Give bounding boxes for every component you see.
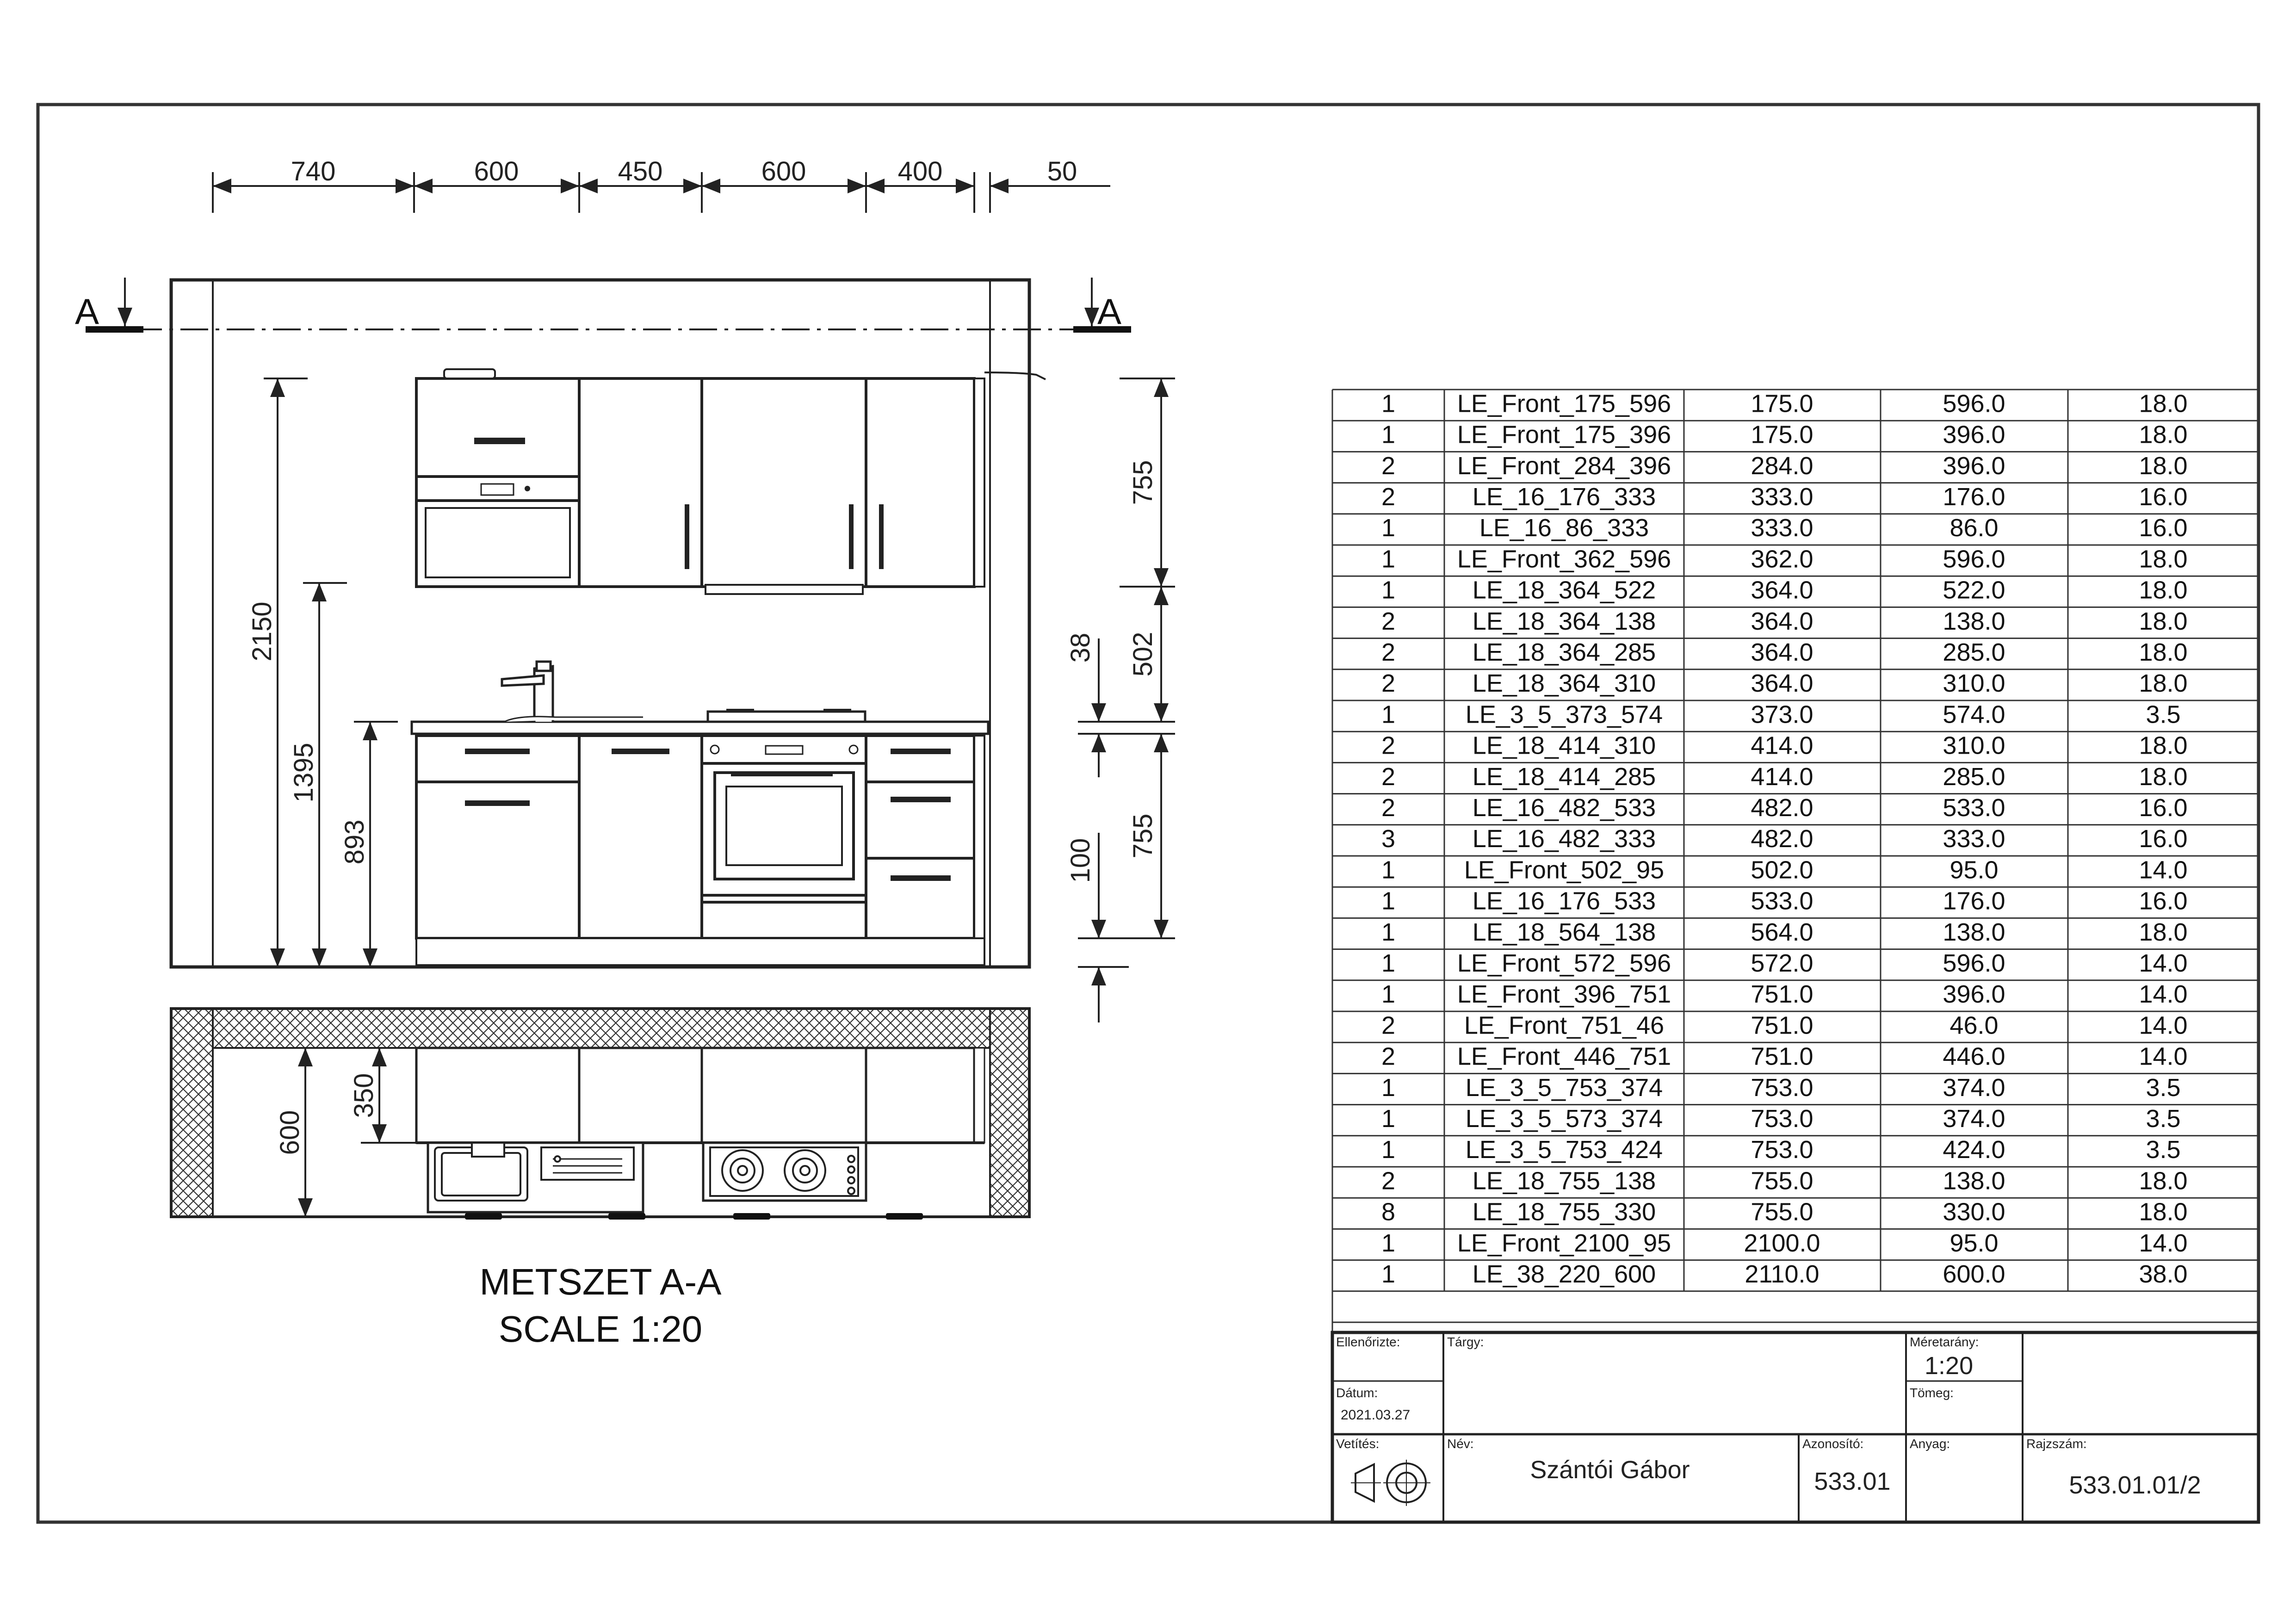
drawing-no-value: 533.01.01/2 bbox=[2069, 1471, 2201, 1499]
table-cell: LE_Front_175_396 bbox=[1457, 421, 1671, 449]
table-cell: 1 bbox=[1381, 545, 1396, 573]
table-cell: 1 bbox=[1381, 1136, 1396, 1164]
table-cell: 574.0 bbox=[1943, 700, 2005, 729]
table-cell: 364.0 bbox=[1751, 638, 1813, 666]
table-cell: 396.0 bbox=[1943, 421, 2005, 449]
table-cell: LE_16_482_533 bbox=[1472, 793, 1656, 822]
table-cell: 285.0 bbox=[1943, 762, 2005, 791]
date-value: 2021.03.27 bbox=[1341, 1407, 1411, 1423]
table-cell: 2 bbox=[1381, 762, 1396, 791]
table-cell: 175.0 bbox=[1751, 421, 1813, 449]
table-cell: LE_18_364_285 bbox=[1472, 638, 1656, 666]
table-cell: 1 bbox=[1381, 576, 1396, 604]
table-cell: 364.0 bbox=[1751, 576, 1813, 604]
dim-left-1395: 1395 bbox=[289, 743, 319, 803]
table-cell: 2 bbox=[1381, 1042, 1396, 1071]
table-cell: 362.0 bbox=[1751, 545, 1813, 573]
table-cell: 333.0 bbox=[1943, 825, 2005, 853]
table-cell: 2 bbox=[1381, 731, 1396, 760]
table-cell: 3.5 bbox=[2146, 1136, 2181, 1164]
table-cell: LE_Front_175_596 bbox=[1457, 390, 1671, 418]
table-cell: 16.0 bbox=[2139, 793, 2188, 822]
dim-left-2150: 2150 bbox=[247, 601, 277, 662]
table-cell: 414.0 bbox=[1751, 762, 1813, 791]
scale-value: 1:20 bbox=[1925, 1352, 1974, 1380]
table-cell: 16.0 bbox=[2139, 514, 2188, 542]
table-cell: 751.0 bbox=[1751, 1011, 1813, 1040]
dim-right-100: 100 bbox=[1065, 838, 1095, 883]
table-cell: 14.0 bbox=[2139, 949, 2188, 977]
table-cell: 1 bbox=[1381, 514, 1396, 542]
upper-cabinets bbox=[416, 369, 984, 594]
table-cell: 310.0 bbox=[1943, 731, 2005, 760]
table-cell: 572.0 bbox=[1751, 949, 1813, 977]
table-cell: LE_Front_284_396 bbox=[1457, 452, 1671, 480]
projection-label: Vetítés: bbox=[1336, 1437, 1380, 1451]
table-cell: 1 bbox=[1381, 1073, 1396, 1102]
date-label: Dátum: bbox=[1336, 1386, 1378, 1400]
table-cell: 175.0 bbox=[1751, 390, 1813, 418]
dim-plan-600: 600 bbox=[275, 1110, 305, 1155]
dim-plan-350: 350 bbox=[349, 1073, 379, 1118]
table-cell: 533.0 bbox=[1943, 793, 2005, 822]
table-cell: LE_Front_362_596 bbox=[1457, 545, 1671, 573]
table-cell: 8 bbox=[1381, 1198, 1396, 1226]
table-cell: 14.0 bbox=[2139, 1229, 2188, 1257]
table-cell: LE_18_364_310 bbox=[1472, 669, 1656, 698]
table-cell: 310.0 bbox=[1943, 669, 2005, 698]
table-cell: 18.0 bbox=[2139, 1198, 2188, 1226]
table-cell: LE_Front_446_751 bbox=[1457, 1042, 1671, 1071]
table-cell: 285.0 bbox=[1943, 638, 2005, 666]
id-value: 533.01 bbox=[1814, 1468, 1891, 1495]
table-cell: 18.0 bbox=[2139, 918, 2188, 946]
table-cell: LE_Front_572_596 bbox=[1457, 949, 1671, 977]
table-cell: 176.0 bbox=[1943, 887, 2005, 915]
table-cell: 414.0 bbox=[1751, 731, 1813, 760]
table-cell: LE_Front_2100_95 bbox=[1457, 1229, 1671, 1257]
name-label: Név: bbox=[1447, 1437, 1474, 1451]
section-marker-left: A bbox=[75, 291, 99, 332]
table-cell: LE_18_364_522 bbox=[1472, 576, 1656, 604]
table-cell: LE_16_176_533 bbox=[1472, 887, 1656, 915]
table-cell: 1 bbox=[1381, 856, 1396, 884]
table-cell: 14.0 bbox=[2139, 856, 2188, 884]
table-cell: 751.0 bbox=[1751, 1042, 1813, 1071]
table-cell: 2 bbox=[1381, 607, 1396, 635]
table-cell: 424.0 bbox=[1943, 1136, 2005, 1164]
table-cell: 95.0 bbox=[1949, 1229, 1999, 1257]
table-cell: 16.0 bbox=[2139, 825, 2188, 853]
checked-label: Ellenőrizte: bbox=[1336, 1335, 1400, 1349]
table-cell: 753.0 bbox=[1751, 1073, 1813, 1102]
table-cell: 1 bbox=[1381, 1229, 1396, 1257]
left-dimensions bbox=[264, 378, 398, 967]
table-cell: 16.0 bbox=[2139, 483, 2188, 511]
section-marker-right: A bbox=[1097, 291, 1122, 332]
table-cell: 1 bbox=[1381, 421, 1396, 449]
table-cell: 374.0 bbox=[1943, 1073, 2005, 1102]
parts-table bbox=[1332, 390, 2259, 1332]
table-cell: 396.0 bbox=[1943, 980, 2005, 1009]
material-label: Anyag: bbox=[1910, 1437, 1950, 1451]
dim-right-755-upper: 755 bbox=[1128, 460, 1158, 505]
dim-right-502: 502 bbox=[1128, 632, 1158, 677]
table-cell: LE_18_364_138 bbox=[1472, 607, 1656, 635]
dim-left-893: 893 bbox=[340, 819, 370, 865]
table-cell: LE_3_5_373_574 bbox=[1465, 700, 1663, 729]
table-cell: 482.0 bbox=[1751, 825, 1813, 853]
table-cell: 364.0 bbox=[1751, 607, 1813, 635]
table-cell: 364.0 bbox=[1751, 669, 1813, 698]
table-cell: LE_Front_502_95 bbox=[1464, 856, 1665, 884]
table-cell: 2 bbox=[1381, 669, 1396, 698]
table-cell: 333.0 bbox=[1751, 483, 1813, 511]
table-cell: 1 bbox=[1381, 1104, 1396, 1133]
subject-label: Tárgy: bbox=[1447, 1335, 1484, 1349]
table-cell: LE_3_5_573_374 bbox=[1465, 1104, 1663, 1133]
table-cell: 502.0 bbox=[1751, 856, 1813, 884]
table-cell: 596.0 bbox=[1943, 545, 2005, 573]
table-cell: 18.0 bbox=[2139, 421, 2188, 449]
table-cell: 18.0 bbox=[2139, 452, 2188, 480]
table-cell: 1 bbox=[1381, 390, 1396, 418]
table-cell: 1 bbox=[1381, 949, 1396, 977]
right-dimensions bbox=[1078, 378, 1175, 1022]
dim-right-755-lower: 755 bbox=[1128, 813, 1158, 859]
table-cell: 284.0 bbox=[1751, 452, 1813, 480]
table-cell: 446.0 bbox=[1943, 1042, 2005, 1071]
table-cell: LE_16_482_333 bbox=[1472, 825, 1656, 853]
table-cell: 95.0 bbox=[1949, 856, 1999, 884]
table-cell: 374.0 bbox=[1943, 1104, 2005, 1133]
table-cell: 3.5 bbox=[2146, 1104, 2181, 1133]
table-cell: 18.0 bbox=[2139, 390, 2188, 418]
table-cell: 600.0 bbox=[1943, 1260, 2005, 1288]
table-cell: 751.0 bbox=[1751, 980, 1813, 1009]
table-cell: 3.5 bbox=[2146, 700, 2181, 729]
table-cell: 596.0 bbox=[1943, 949, 2005, 977]
table-cell: 3 bbox=[1381, 825, 1396, 853]
table-cell: 2 bbox=[1381, 452, 1396, 480]
table-cell: 86.0 bbox=[1949, 514, 1999, 542]
table-cell: 1 bbox=[1381, 1260, 1396, 1288]
table-cell: 18.0 bbox=[2139, 607, 2188, 635]
dim-top-740: 740 bbox=[291, 156, 336, 186]
table-cell: 16.0 bbox=[2139, 887, 2188, 915]
table-cell: LE_18_755_138 bbox=[1472, 1167, 1656, 1195]
table-cell: 14.0 bbox=[2139, 1011, 2188, 1040]
projection-symbol-icon bbox=[1351, 1460, 1430, 1506]
table-cell: 755.0 bbox=[1751, 1167, 1813, 1195]
dim-top-450: 450 bbox=[618, 156, 663, 186]
table-cell: LE_18_564_138 bbox=[1472, 918, 1656, 946]
table-cell: LE_3_5_753_374 bbox=[1465, 1073, 1663, 1102]
table-cell: 1 bbox=[1381, 887, 1396, 915]
table-cell: 2 bbox=[1381, 1167, 1396, 1195]
table-cell: LE_38_220_600 bbox=[1472, 1260, 1656, 1288]
dim-top-400: 400 bbox=[897, 156, 943, 186]
table-cell: 18.0 bbox=[2139, 1167, 2188, 1195]
table-cell: LE_16_86_333 bbox=[1479, 514, 1649, 542]
plan-view bbox=[171, 1009, 1029, 1220]
table-cell: 755.0 bbox=[1751, 1198, 1813, 1226]
table-cell: 753.0 bbox=[1751, 1104, 1813, 1133]
table-cell: 18.0 bbox=[2139, 638, 2188, 666]
table-cell: 533.0 bbox=[1751, 887, 1813, 915]
table-cell: 18.0 bbox=[2139, 576, 2188, 604]
table-cell: 2 bbox=[1381, 793, 1396, 822]
table-cell: LE_16_176_333 bbox=[1472, 483, 1656, 511]
dim-top-600a: 600 bbox=[474, 156, 519, 186]
table-cell: 176.0 bbox=[1943, 483, 2005, 511]
table-cell: 18.0 bbox=[2139, 762, 2188, 791]
table-cell: 46.0 bbox=[1949, 1011, 1999, 1040]
table-cell: LE_18_414_310 bbox=[1472, 731, 1656, 760]
table-cell: 138.0 bbox=[1943, 607, 2005, 635]
table-cell: 753.0 bbox=[1751, 1136, 1813, 1164]
table-cell: 18.0 bbox=[2139, 731, 2188, 760]
table-cell: 138.0 bbox=[1943, 918, 2005, 946]
table-cell: 18.0 bbox=[2139, 545, 2188, 573]
table-cell: 38.0 bbox=[2139, 1260, 2188, 1288]
worktop bbox=[412, 662, 988, 734]
table-cell: LE_18_755_330 bbox=[1472, 1198, 1656, 1226]
dim-top-50: 50 bbox=[1047, 156, 1077, 186]
table-cell: LE_Front_396_751 bbox=[1457, 980, 1671, 1009]
table-cell: 333.0 bbox=[1751, 514, 1813, 542]
table-cell: 2 bbox=[1381, 483, 1396, 511]
table-cell: 482.0 bbox=[1751, 793, 1813, 822]
mass-label: Tömeg: bbox=[1910, 1386, 1954, 1400]
table-cell: 2 bbox=[1381, 638, 1396, 666]
table-cell: 138.0 bbox=[1943, 1167, 2005, 1195]
table-cell: 1 bbox=[1381, 918, 1396, 946]
table-cell: 396.0 bbox=[1943, 452, 2005, 480]
base-cabinets bbox=[416, 736, 984, 965]
table-cell: 2110.0 bbox=[1745, 1260, 1819, 1288]
table-cell: 2100.0 bbox=[1744, 1229, 1820, 1257]
table-cell: 2 bbox=[1381, 1011, 1396, 1040]
table-cell: 373.0 bbox=[1751, 700, 1813, 729]
dim-right-38: 38 bbox=[1065, 632, 1095, 663]
table-cell: 1 bbox=[1381, 700, 1396, 729]
table-cell: LE_3_5_753_424 bbox=[1465, 1136, 1663, 1164]
name-value: Szántói Gábor bbox=[1530, 1456, 1690, 1484]
table-cell: LE_Front_751_46 bbox=[1464, 1011, 1665, 1040]
id-label: Azonosító: bbox=[1802, 1437, 1864, 1451]
table-cell: 564.0 bbox=[1751, 918, 1813, 946]
scale-label: Méretarány: bbox=[1910, 1335, 1979, 1349]
elevation-view bbox=[75, 156, 1175, 1022]
table-cell: 522.0 bbox=[1943, 576, 2005, 604]
hob-plan bbox=[710, 1147, 858, 1196]
view-caption-title: METSZET A-A bbox=[479, 1261, 722, 1302]
table-cell: LE_18_414_285 bbox=[1472, 762, 1656, 791]
dim-top-600b: 600 bbox=[761, 156, 806, 186]
table-cell: 596.0 bbox=[1943, 390, 2005, 418]
table-cell: 1 bbox=[1381, 980, 1396, 1009]
drawing-no-label: Rajzszám: bbox=[2026, 1437, 2087, 1451]
view-caption-scale: SCALE 1:20 bbox=[498, 1308, 703, 1350]
table-cell: 14.0 bbox=[2139, 1042, 2188, 1071]
table-cell: 3.5 bbox=[2146, 1073, 2181, 1102]
table-cell: 330.0 bbox=[1943, 1198, 2005, 1226]
table-cell: 14.0 bbox=[2139, 980, 2188, 1009]
table-cell: 18.0 bbox=[2139, 669, 2188, 698]
